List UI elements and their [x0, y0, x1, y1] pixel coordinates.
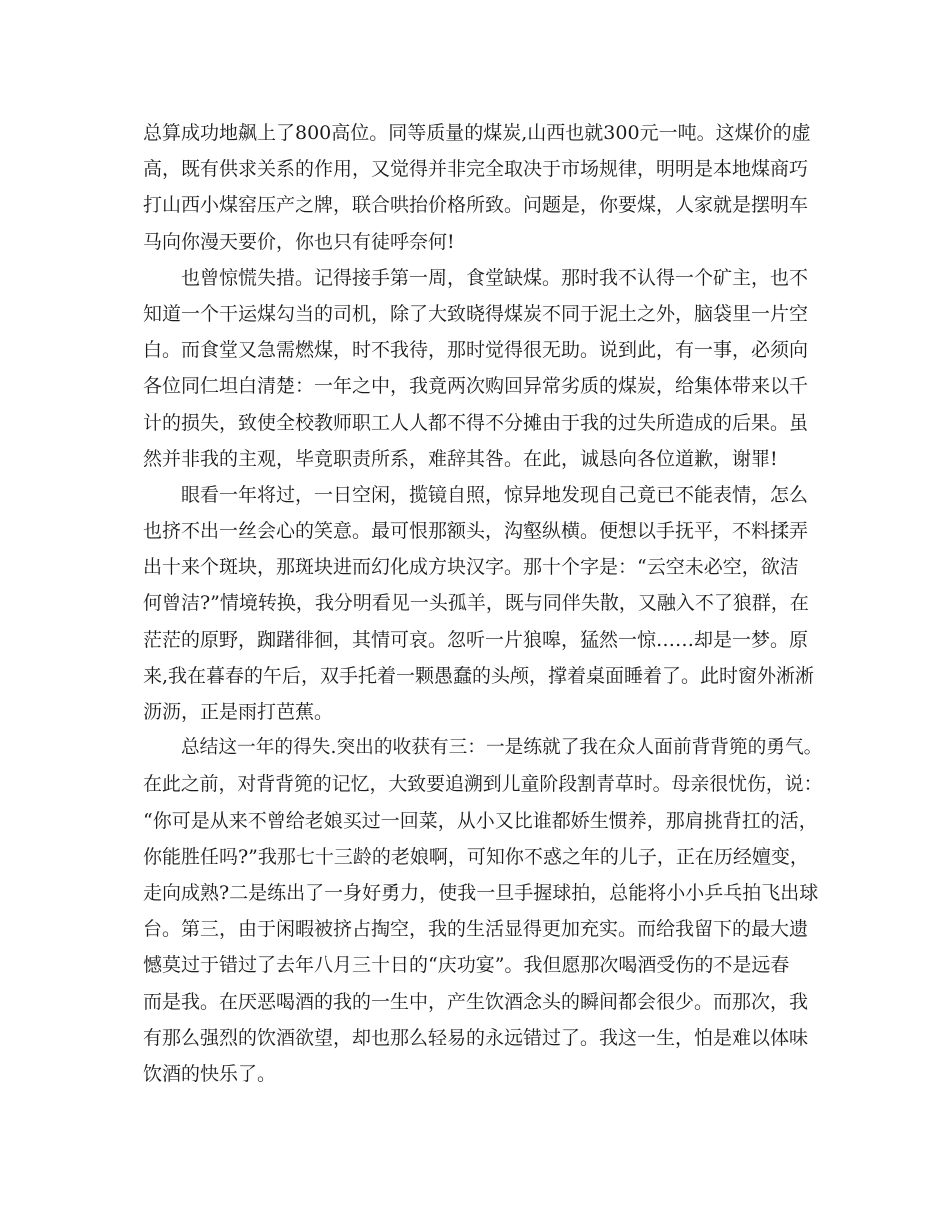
- text-line: 有那么强烈的饮酒欲望，却也那么轻易的永远错过了。我这一生，怕是难以体味: [143, 1026, 809, 1049]
- text-line: 何曾洁?”情境转换，我分明看见一头孤羊，既与同伴失散，又融入不了狼群，在: [143, 592, 809, 615]
- paragraph-first-line: 也曾惊慌失措。记得接手第一周，食堂缺煤。那时我不认得一个矿主，也不: [181, 266, 809, 289]
- text-line: 沥沥，正是雨打芭蕉。: [143, 701, 334, 723]
- text-line: 知道一个干运煤勾当的司机，除了大致晓得煤炭不同于泥土之外，脑袋里一片空: [143, 302, 809, 325]
- text-line: 马向你漫天要价，你也只有徒呼奈何!: [143, 230, 455, 253]
- text-line: 饮酒的快乐了。: [143, 1062, 277, 1085]
- text-line: 在此之前，对背背篼的记忆，大致要追溯到儿童阶段割青草时。母亲很忧伤，说：: [143, 773, 823, 796]
- text-line: 白。而食堂又急需燃煤，时不我待，那时觉得很无助。说到此，有一事，必须向: [143, 339, 809, 362]
- text-line: 总算成功地飙上了800高位。同等质量的煤炭,山西也就300元一吨。这煤价的虚: [143, 122, 811, 144]
- body-text: [143, 115, 823, 1092]
- paragraph-first-line: 眼看一年将过，一日空闲，揽镜自照，惊异地发现自己竟已不能表情，怎么: [181, 483, 809, 506]
- text-line: 出十来个斑块，那斑块进而幻化成方块汉字。那十个字是：“云空未必空，欲洁: [143, 556, 799, 579]
- paragraph-first-line: 总结这一年的得失.突出的收获有三：一是练就了我在众人面前背背篼的勇气。: [181, 737, 823, 759]
- text-line: 台。第三，由于闲暇被挤占掏空，我的生活显得更加充实。而给我留下的最大遗: [143, 918, 809, 941]
- text-line: 计的损失，致使全校教师职工人人都不得不分摊由于我的过失所造成的后果。虽: [143, 411, 809, 434]
- text-line: 你能胜任吗?”我那七十三龄的老娘啊，可知你不惑之年的儿子，正在历经嬗变，: [143, 845, 809, 868]
- text-line: 也挤不出一丝会心的笑意。最可恨那额头，沟壑纵横。便想以手抚平，不料揉弄: [143, 520, 809, 543]
- text-line: 高，既有供求关系的作用，又觉得并非完全取决于市场规律，明明是本地煤商巧: [143, 158, 809, 181]
- text-line: 憾莫过于错过了去年八月三十日的“庆功宴”。我但愿那次喝酒受伤的不是远春: [143, 954, 790, 977]
- text-line: 而是我。在厌恶喝酒的我的一生中，产生饮酒念头的瞬间都会很少。而那次，我: [143, 990, 809, 1013]
- text-line: 打山西小煤窑压产之牌，联合哄抬价格所致。问题是，你要煤，人家就是摆明车: [143, 194, 809, 217]
- text-line: “你可是从来不曾给老娘买过一回菜，从小又比谁都娇生惯养，那肩挑背扛的活，: [143, 809, 818, 832]
- text-line: 走向成熟?二是练出了一身好勇力，使我一旦手握球拍，总能将小小乒乓拍飞出球: [143, 881, 819, 904]
- text-line: 茫茫的原野，踟躇徘徊，其情可哀。忽听一片狼嗥，猛然一惊……却是一梦。原: [143, 628, 809, 651]
- text-line: 各位同仁坦白清楚：一年之中，我竟两次购回异常劣质的煤炭，给集体带来以千: [143, 375, 809, 398]
- text-line: 然并非我的主观，毕竟职责所系，难辞其咎。在此，诚恳向各位道歉，谢罪!: [143, 447, 778, 470]
- text-line: 来,我在暮春的午后，双手托着一颗愚蠢的头颅，撑着桌面睡着了。此时窗外淅淅: [143, 664, 815, 687]
